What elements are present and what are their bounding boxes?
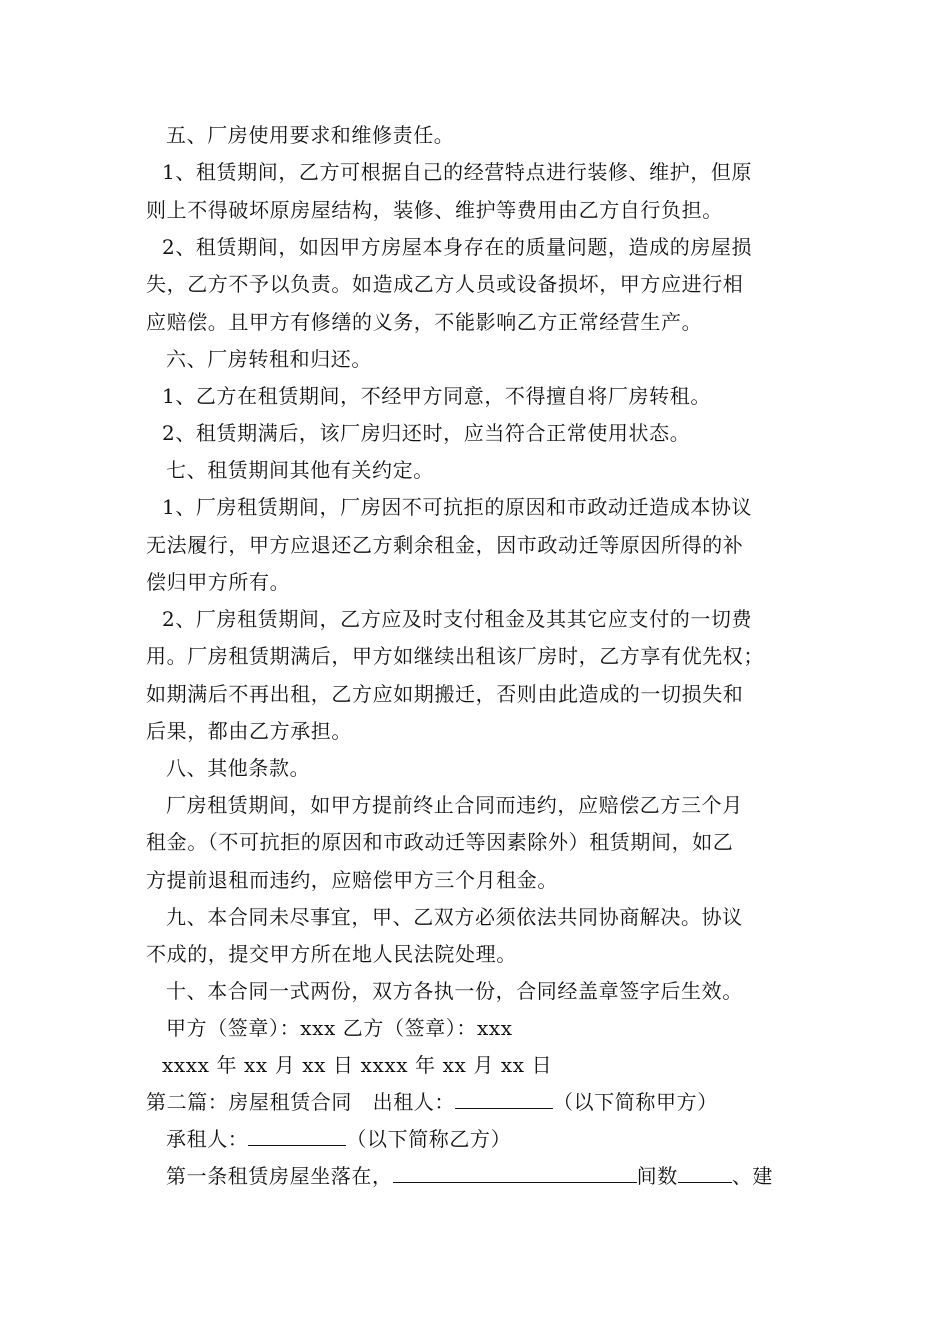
section-six-heading: 六、厂房转租和归还。 [166,347,372,371]
second-contract-heading [146,1089,718,1115]
section-five-heading: 五、厂房使用要求和维修责任。 [166,123,455,147]
paragraph-line: 无法履行，甲方应退还乙方剩余租金，因市政动迁等原因所得的补 [146,533,744,557]
rooms-blank [678,1164,732,1183]
paragraph-line: 不成的，提交甲方所在地人民法院处理。 [146,942,517,966]
paragraph-line: 如期满后不再出租，乙方应如期搬迁，否则由此造成的一切损失和 [146,682,744,706]
lessee-prefix: 承租人： [166,1127,249,1151]
location-blank [393,1164,637,1183]
date-line: xxxx 年 xx 月 xx 日 xxxx 年 xx 月 xx 日 [162,1053,553,1077]
lessee-suffix: （以下简称乙方） [346,1127,512,1151]
paragraph-line: 偿归甲方所有。 [146,570,291,594]
paragraph-line: 1、租赁期间，乙方可根据自己的经营特点进行装修、维护，但原 [162,160,753,184]
paragraph-line: 1、乙方在租赁期间，不经甲方同意，不得擅自将厂房转租。 [162,384,711,408]
paragraph-line: 厂房租赁期间，如甲方提前终止合同而违约，应赔偿乙方三个月 [166,793,743,817]
paragraph-line: 失，乙方不予以负责。如造成乙方人员或设备损坏，甲方应进行相 [146,272,744,296]
section-nine-line: 九、本合同未尽事宜，甲、乙双方必须依法共同协商解决。协议 [166,905,743,929]
paragraph-line: 用。厂房租赁期满后，甲方如继续出租该厂房时，乙方享有优先权； [146,644,764,668]
article1-prefix: 第一条租赁房屋坐落在， [166,1164,393,1188]
paragraph-line: 后果，都由乙方承担。 [146,719,352,743]
paragraph-line: 则上不得破坏原房屋结构，装修、维护等费用由乙方自行负担。 [146,198,723,222]
lessor-blank [455,1090,553,1109]
paragraph-line: 方提前退租而违约，应赔偿甲方三个月租金。 [146,868,558,892]
paragraph-line: 应赔偿。且甲方有修缮的义务，不能影响乙方正常经营生产。 [146,310,703,334]
paragraph-line: 租金。（不可抗拒的原因和市政动迁等因素除外）租赁期间，如乙 [146,830,734,854]
section-eight-heading: 八、其他条款。 [166,756,311,780]
heading-suffix: （以下简称甲方） [553,1090,718,1114]
paragraph-line: 2、租赁期满后，该厂房归还时，应当符合正常使用状态。 [162,421,691,445]
article1-mid: 间数 [636,1164,678,1188]
paragraph-line: 2、厂房租赁期间，乙方应及时支付租金及其其它应支付的一切费 [162,607,753,631]
paragraph-line: 1、厂房租赁期间，厂房因不可抗拒的原因和市政动迁造成本协议 [162,495,753,519]
lessee-blank [248,1127,346,1146]
article1-suffix: 、建 [731,1164,774,1188]
paragraph-line: 2、租赁期间，如因甲方房屋本身存在的质量问题，造成的房屋损 [162,235,753,259]
lessee-line [166,1126,511,1152]
signature-line: 甲方（签章）：xxx 乙方（签章）：xxx [166,1016,513,1040]
heading-prefix: 第二篇：房屋租赁合同 出租人： [146,1090,455,1114]
section-ten-line: 十、本合同一式两份，双方各执一份，合同经盖章签字后生效。 [166,979,743,1003]
section-seven-heading: 七、租赁期间其他有关约定。 [166,458,434,482]
article-one-line [166,1163,773,1189]
